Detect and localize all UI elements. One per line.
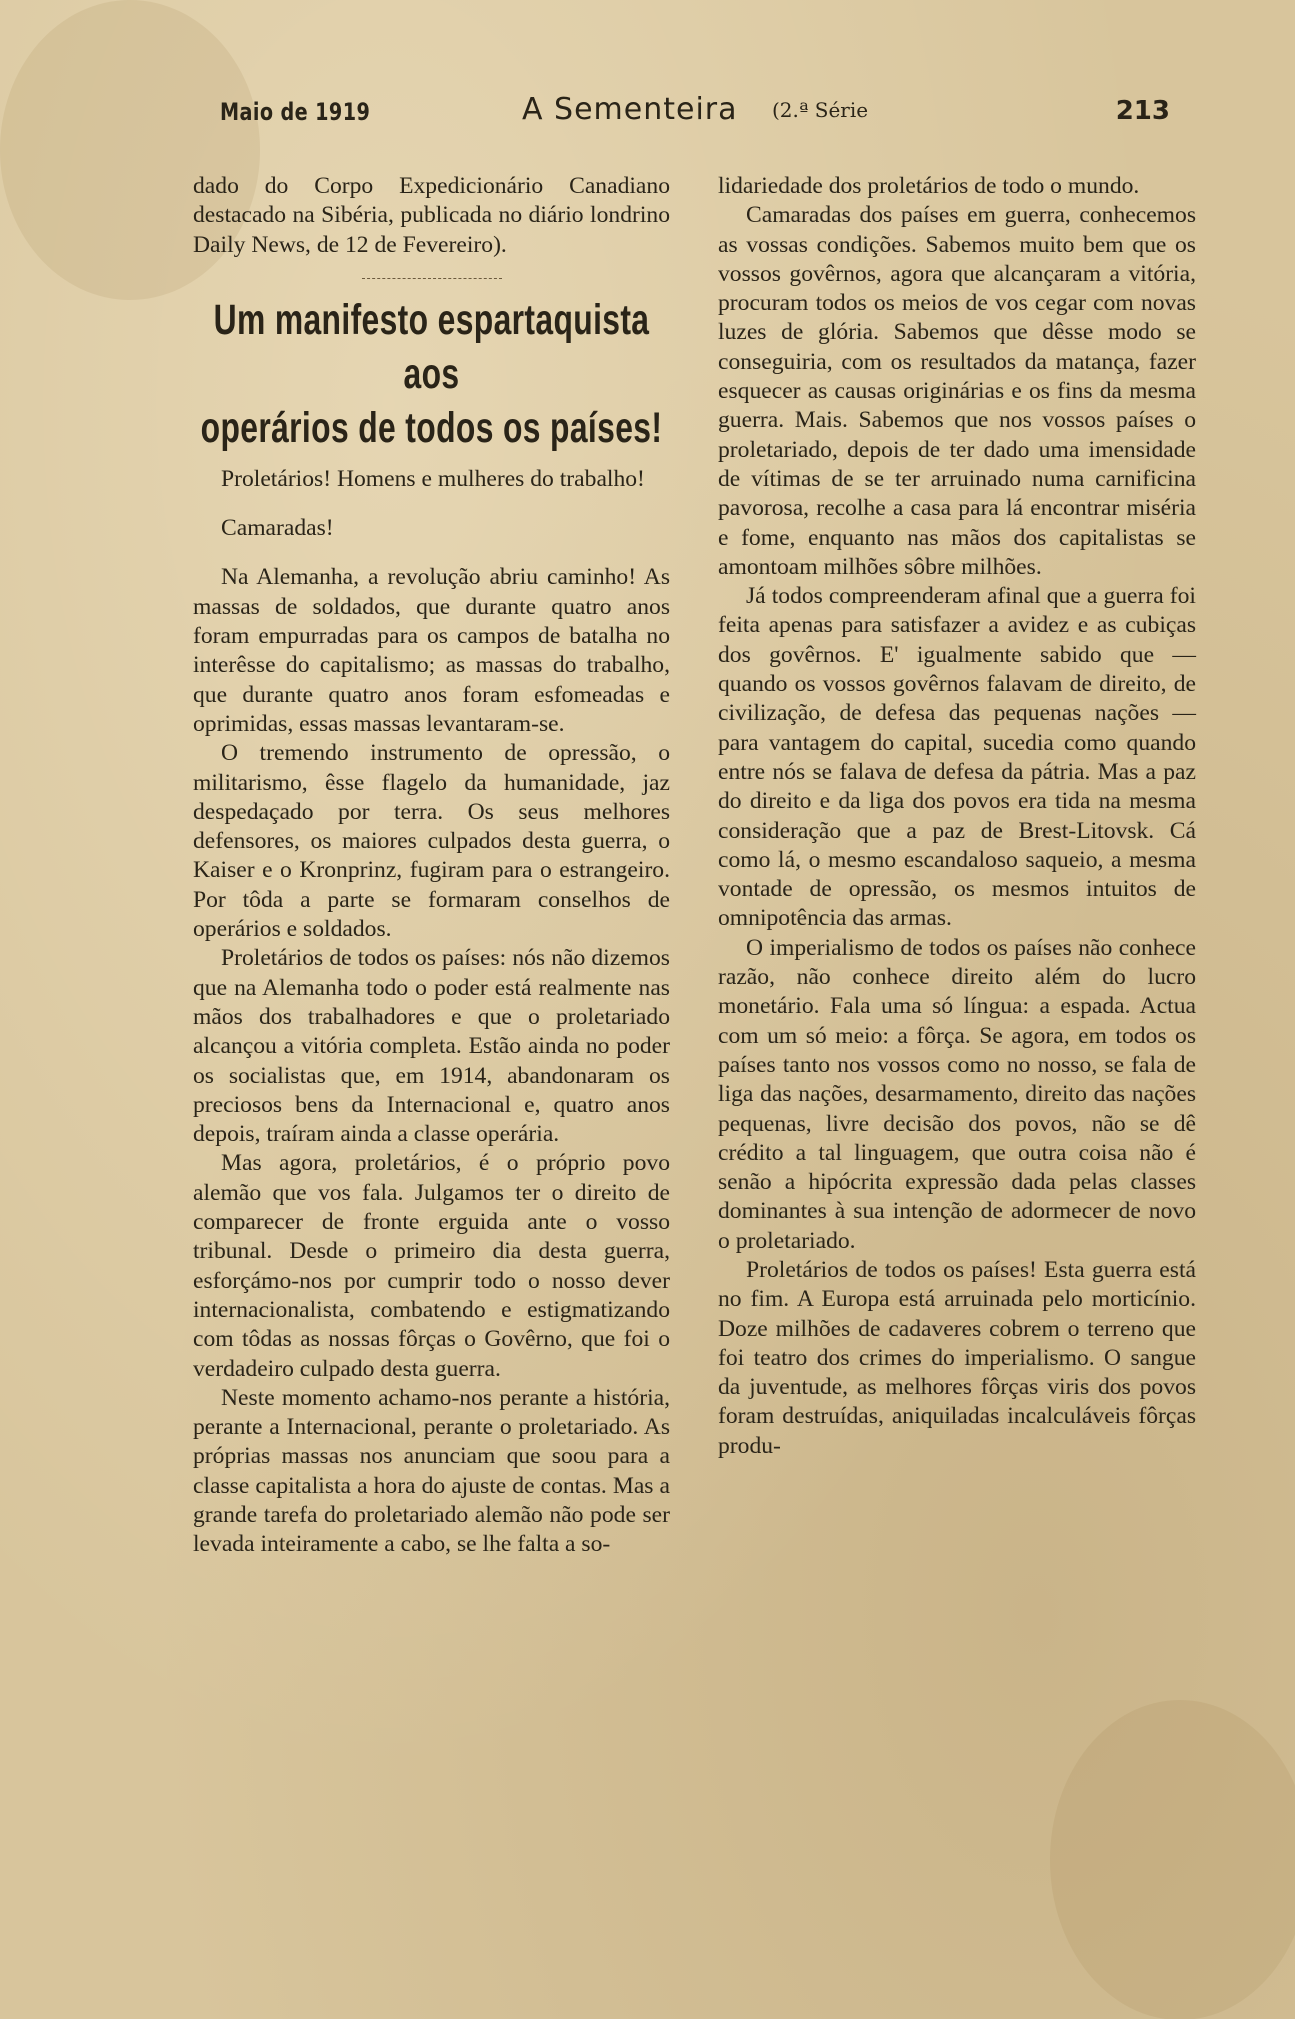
paper-stain (1050, 1700, 1295, 2019)
header-serie: (2.ª Série (772, 98, 869, 122)
paragraph: Camaradas dos países em guerra, conhecemos as vossas condições. Sabemos muito bem que os vossos govêrnos, agora que alcançaram a vitória, procuram todos os meios de vos cegar com novas luzes de glória. Sabemos que dêsse modo se conseguiria, com os resultados da matança, fazer esquecer as causas originárias e os fins da mesma guerra. Mais. Sabemos que nos vossos países o proletariado, depois de ter dado uma imensidade de vítimas de se ter arruinado numa carnificina pavorosa, recolhe a casa para lá encontrar miséria e fome, enquanto nas mãos dos capitalistas se amontoam milhões sôbre milhões. (718, 202, 1196, 580)
paragraph: Já todos compreenderam afinal que a guerra foi feita apenas para satisfazer a avidez e as cubiças dos govêrnos. E' igualmente sabido que — quando os vossos govêrnos falavam de direito, de civilização, de defesa das pequenas nações — para vantagem do capital, sucedia como quando entre nós se falava de defesa da pátria. Mas a paz do direito e da liga dos povos era tida na mesma consideração que a paz de Brest-Litovsk. Cá como lá, o mesmo escandaloso saqueio, a mesma vontade de opressão, os mesmos intuitos de omnipotência das armas. (718, 583, 1196, 932)
header-date: Maio de 1919 (220, 98, 371, 126)
left-column (193, 172, 670, 1560)
divider-ornament (362, 268, 502, 279)
headline-line-2: operários de todos os países! (200, 403, 663, 452)
header-title: A Sementeira (522, 92, 738, 127)
article-headline (196, 293, 667, 455)
page-header (220, 92, 1200, 136)
page-number: 213 (1115, 96, 1170, 126)
paragraph: Proletários! Homens e mulheres do trabalho! (221, 465, 645, 492)
paragraph: O tremendo instrumento de opressão, o militarismo, êsse flagelo da humanidade, jaz despedaçado por terra. Os seus melhores defensores, os maiores culpados desta guerra, o Kaiser e o Kronprinz, fugiram para o estrangeiro. Por tôda a parte se formaram conselhos de operários e soldados. (193, 740, 670, 943)
paragraph: Proletários de todos os países! Esta guerra está no fim. A Europa está arruinada pelo morticínio. Doze milhões de cadaveres cobrem o terreno que foi teatro dos crimes do imperialismo. O sangue da juventude, as melhores fôrças viris dos povos foram destruídas, aniquiladas incalculáveis fôrças produ- (718, 1256, 1196, 1459)
paragraph: Na Alemanha, a revolução abriu caminho! As massas de soldados, que durante quatro anos foram empurradas para os campos de batalha no interêsse do capitalismo; as massas do trabalho, que durante quatro anos foram esfomeadas e oprimidas, essas massas levantaram-se. (193, 564, 670, 737)
paragraph: Neste momento achamo-nos perante a história, perante a Internacional, perante o proletariado. As próprias massas nos anunciam que soou para a classe capitalista a hora do ajuste de contas. Mas a grande tarefa do proletariado alemão não pode ser levada inteiramente a cabo, se lhe falta a so- (193, 1384, 670, 1558)
headline-line-1: Um manifesto espartaquista aos (213, 295, 650, 398)
right-column (718, 172, 1196, 1461)
paragraph: Mas agora, proletários, é o próprio povo alemão que vos fala. Julgamos ter o direito de comparecer de fronte erguida ante o vosso tribunal. Desde o primeiro dia desta guerra, esforçámo-nos por cumprir todo o nosso dever internacionalista, combatendo e estigmatizando com tôdas as nossas fôrças o Govêrno, que foi o verdadeiro culpado desta guerra. (193, 1150, 670, 1382)
paragraph: Camaradas! (221, 515, 334, 542)
intro-paragraph: dado do Corpo Expedicionário Canadiano destacado na Sibéria, publicada no diário londrino Daily News, de 12 de Fevereiro). (193, 173, 670, 258)
paragraph: lidariedade dos proletários de todo o mundo. (718, 173, 1140, 199)
paragraph: O imperialismo de todos os países não conhece razão, não conhece direito além do lucro monetário. Fala uma só língua: a espada. Actua com um só meio: a fôrça. Se agora, em todos os países tanto nos vossos como no nosso, se fala de liga das nações, desarmamento, direito das nações pequenas, livre decisão dos povos, não se dê crédito a tal linguagem, que outra coisa não é senão a hipócrita expressão dada pelas classes dominantes à sua intenção de adormecer de novo o proletariado. (718, 934, 1196, 1254)
paragraph: Proletários de todos os países: nós não dizemos que na Alemanha todo o poder está realmente nas mãos dos trabalhadores e que o proletariado alcançou a vitória completa. Estão ainda no poder os socialistas que, em 1914, abandonaram os preciosos bens da Internacional e, quatro anos depois, traíram ainda a classe operária. (193, 945, 670, 1148)
